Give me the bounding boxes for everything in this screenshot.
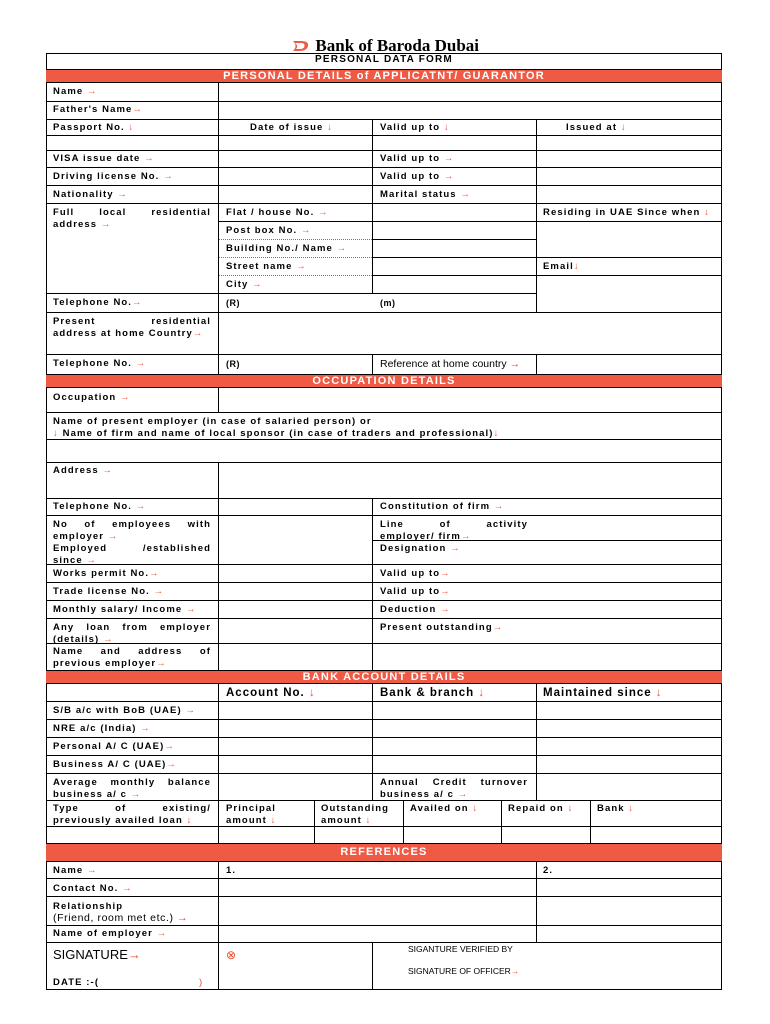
down-arrow-icon: ↓	[327, 122, 334, 133]
right-arrow-icon: →	[103, 634, 114, 645]
right-arrow-icon: →	[440, 586, 451, 597]
form-title: PERSONAL DATA FORM	[315, 54, 453, 65]
label-signature-verified: SIGANTURE VERIFIED BY	[408, 944, 513, 954]
right-arrow-icon: →	[135, 358, 147, 369]
label-ref-relationship-hint: (Friend, room met etc.) →	[53, 912, 189, 924]
right-arrow-icon: →	[100, 219, 112, 230]
label-bank: Bank ↓	[597, 803, 635, 814]
right-arrow-icon: →	[132, 297, 143, 308]
right-arrow-icon: →	[132, 104, 143, 115]
right-arrow-icon: →	[149, 568, 160, 579]
section-occupation-banner: OCCUPATION DETAILS	[46, 374, 722, 388]
right-arrow-icon: →	[192, 328, 204, 339]
label-visa-issue-date: VISA issue date →	[53, 153, 155, 164]
label-telephone: Telephone No.→	[53, 297, 143, 308]
col-account-no: Account No. ↓	[226, 687, 316, 699]
right-arrow-icon: →	[252, 279, 263, 290]
label-occupation: Occupation →	[53, 392, 131, 403]
right-arrow-icon: →	[301, 225, 312, 236]
right-arrow-icon: →	[186, 604, 197, 615]
label-name: Name →	[53, 86, 98, 97]
right-arrow-icon: →	[296, 261, 307, 272]
label-dl-valid-up-to: Valid up to →	[380, 171, 455, 182]
right-arrow-icon: →	[117, 189, 129, 200]
right-arrow-icon: →	[156, 658, 167, 669]
section-bank-banner: BANK ACCOUNT DETAILS	[46, 670, 722, 684]
right-arrow-icon: →	[492, 622, 504, 633]
label-flat-house: Flat / house No. →	[226, 207, 329, 218]
label-passport-no: Passport No. ↓	[53, 122, 135, 133]
down-arrow-icon: ↓	[478, 687, 486, 699]
right-arrow-icon: →	[102, 465, 114, 476]
down-arrow-icon: ↓	[620, 122, 627, 133]
down-arrow-icon: ↓	[655, 687, 663, 699]
down-arrow-icon: ↓	[365, 815, 372, 826]
label-date-close: )	[199, 977, 204, 988]
label-present-address: Present residential address at home Country→	[53, 316, 211, 339]
section-personal-banner: PERSONAL DETAILS of APPLICATNT/ GUARANTOR	[46, 69, 722, 83]
col-maintained-since: Maintained since ↓	[543, 687, 663, 699]
label-date-of-issue: Date of issue ↓	[250, 122, 334, 133]
label-no-of-employees: No of employees with employer →	[53, 519, 211, 542]
label-post-box: Post box No. →	[226, 225, 312, 236]
down-arrow-icon: ↓	[308, 687, 316, 699]
section-references-banner: REFERENCES	[46, 843, 722, 862]
right-arrow-icon: →	[144, 153, 155, 164]
right-arrow-icon: →	[450, 543, 461, 554]
right-arrow-icon: →	[87, 86, 98, 97]
right-arrow-icon: →	[440, 604, 451, 615]
label-monthly-salary: Monthly salary/ Income →	[53, 604, 197, 615]
label-trade-license: Trade license No. →	[53, 586, 165, 597]
label-ref-relationship: Relationship	[53, 901, 124, 912]
label-street: Street name →	[226, 261, 307, 272]
label-issued-at: Issued at ↓	[566, 122, 627, 133]
label-date: DATE :-(	[53, 977, 100, 988]
right-arrow-icon: →	[510, 966, 520, 976]
right-arrow-icon: →	[140, 723, 151, 734]
label-valid-up-to: Valid up to ↓	[380, 122, 450, 133]
label-employer-line2: ↓ Name of firm and name of local sponsor (in case of traders and professional)↓	[53, 428, 500, 439]
label-fathers-name: Father's Name→	[53, 104, 143, 115]
right-arrow-icon: →	[127, 947, 141, 962]
bank-name: Bank of Baroda Dubai	[315, 36, 480, 55]
down-arrow-icon: ↓	[493, 428, 500, 439]
label-ref-employer: Name of employer →	[53, 928, 168, 939]
right-arrow-icon: →	[86, 555, 98, 566]
right-arrow-icon: →	[177, 912, 189, 924]
label-employed-since: Employed /established since →	[53, 543, 211, 566]
right-arrow-icon: →	[166, 759, 178, 770]
label-outstanding-amount: Outstanding amount ↓	[321, 803, 390, 826]
label-visa-valid-up-to: Valid up to →	[380, 153, 455, 164]
label-residing-since: Residing in UAE Since when ↓	[543, 207, 711, 218]
label-full-local-address: Full local residential address →	[53, 207, 211, 230]
label-principal-amount: Principal amount ↓	[226, 803, 277, 826]
down-arrow-icon: ↓	[186, 815, 193, 826]
label-previous-employer: Name and address of previous employer→	[53, 646, 211, 669]
label-building: Building No./ Name →	[226, 243, 348, 254]
label-driving-license: Driving license No. →	[53, 171, 174, 182]
label-line-of-activity: Line of activity employer/ firm→	[380, 519, 528, 542]
label-city: City →	[226, 279, 263, 290]
right-arrow-icon: →	[185, 705, 197, 716]
label-sb-account: S/B a/c with BoB (UAE) →	[53, 705, 197, 716]
right-arrow-icon: →	[460, 531, 472, 542]
label-constitution: Constitution of firm →	[380, 501, 505, 512]
label-reference-home: Reference at home country →	[380, 358, 521, 370]
down-arrow-icon: ↓	[443, 122, 450, 133]
right-arrow-icon: →	[153, 586, 165, 597]
label-ref-2: 2.	[543, 865, 554, 876]
label-designation: Designation →	[380, 543, 461, 554]
right-arrow-icon: →	[130, 789, 142, 800]
label-works-permit: Works permit No.→	[53, 568, 160, 579]
label-email: Email↓	[543, 261, 580, 272]
label-wp-valid-up-to: Valid up to→	[380, 568, 451, 579]
right-arrow-icon: →	[156, 928, 168, 939]
label-signature-officer: SIGNATURE OF OFFICER→	[408, 966, 520, 976]
label-occ-telephone: Telephone No. →	[53, 501, 147, 512]
label-personal-ac: Personal A/ C (UAE)→	[53, 741, 175, 752]
right-arrow-icon: →	[493, 501, 505, 512]
down-arrow-icon: ↓	[567, 803, 574, 814]
label-deduction: Deduction →	[380, 604, 451, 615]
right-arrow-icon: →	[135, 501, 147, 512]
label-annual-credit: Annual Credit turnover business a/ c →	[380, 777, 528, 800]
col-bank-branch: Bank & branch ↓	[380, 687, 486, 699]
right-arrow-icon: →	[87, 865, 98, 876]
right-arrow-icon: →	[509, 358, 521, 370]
label-ref-name: Name →	[53, 865, 98, 876]
label-avg-monthly-balance: Average monthly balance business a/ c →	[53, 777, 211, 800]
right-arrow-icon: →	[336, 243, 348, 254]
label-ref-1: 1.	[226, 865, 237, 876]
label-signature: SIGNATURE→	[53, 947, 141, 962]
right-arrow-icon: →	[122, 883, 133, 894]
label-ref-contact: Contact No. →	[53, 883, 133, 894]
right-arrow-icon: →	[120, 392, 131, 403]
label-availed-on: Availed on ↓	[410, 803, 479, 814]
label-tel2-r: (R)	[226, 359, 240, 369]
right-arrow-icon: →	[318, 207, 329, 218]
label-loan-type: Type of existing/ previously availed loan ↓	[53, 803, 211, 826]
down-arrow-icon: ↓	[472, 803, 479, 814]
label-loan-from-employer: Any loan from employer (details) →	[53, 622, 211, 645]
label-employer-line1: Name of present employer (in case of salaried person) or	[53, 416, 372, 427]
bank-logo-icon	[291, 39, 311, 53]
label-nationality: Nationality →	[53, 189, 129, 200]
label-present-outstanding: Present outstanding→	[380, 622, 504, 633]
down-arrow-icon: ↓	[128, 122, 135, 133]
label-telephone-2: Telephone No. →	[53, 358, 147, 369]
right-arrow-icon: →	[164, 741, 175, 752]
right-arrow-icon: →	[457, 789, 469, 800]
label-tel-m: (m)	[380, 298, 396, 308]
label-repaid-on: Repaid on ↓	[508, 803, 574, 814]
label-marital-status: Marital status →	[380, 189, 471, 200]
right-arrow-icon: →	[163, 171, 174, 182]
right-arrow-icon: →	[107, 531, 119, 542]
down-arrow-icon: ↓	[628, 803, 635, 814]
right-arrow-icon: →	[440, 568, 451, 579]
down-arrow-icon: ↓	[270, 815, 277, 826]
signature-mark-icon: ⊗	[226, 948, 237, 962]
label-address: Address →	[53, 465, 114, 476]
right-arrow-icon: →	[443, 171, 455, 182]
label-tel-r: (R)	[226, 298, 240, 308]
down-arrow-icon: ↓	[573, 261, 580, 272]
label-tl-valid-up-to: Valid up to→	[380, 586, 451, 597]
right-arrow-icon: →	[460, 189, 471, 200]
label-business-ac: Business A/ C (UAE)→	[53, 759, 178, 770]
label-nre-account: NRE a/c (India) →	[53, 723, 151, 734]
right-arrow-icon: →	[443, 153, 455, 164]
down-arrow-icon: ↓	[704, 207, 711, 218]
down-arrow-icon: ↓	[53, 428, 59, 439]
